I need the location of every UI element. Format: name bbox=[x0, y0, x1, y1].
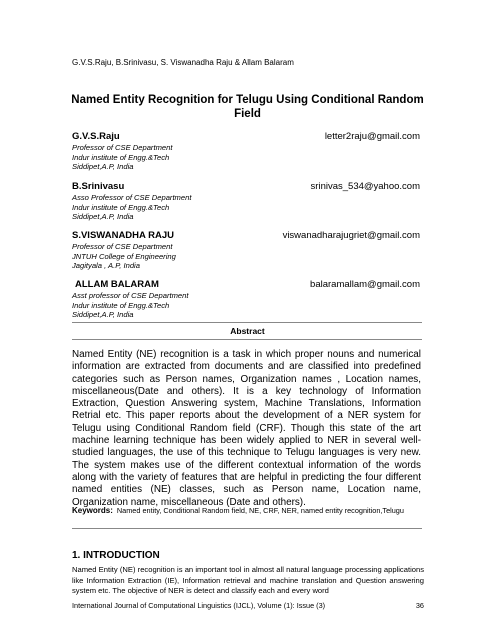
keywords-text: Named entity, Conditional Random field, NE, CRF, NER, named entity recognition,Telugu bbox=[116, 506, 404, 515]
abstract-text: Named Entity (NE) recognition is a task in which proper nouns and numerical information are extracted from documents and are classified into predefined categories such as Person names, Organization names , Location names, miscellaneous(Date and others). It is a key technology of Information Extraction, Question Answering system, Machine Translations, Information Retrial etc. This paper reports about the development of a NER system for Telugu using Conditional Random field (CRF). Though this state of the art machine learning technique has been widely applied to NER in several well-studied languages, the use of this technique to Telugu languages is very new. The system makes use of the different contextual information of the words along with the variety of features that are helpful in predicting the four different named entities (NE) classes, such as Person name, Location name, Organization name, miscellaneous (Date and others). bbox=[72, 349, 421, 508]
running-head: G.V.S.Raju, B.Srinivasu, S. Viswanadha Raju & Allam Balaram bbox=[72, 58, 294, 67]
author-affiliation-line: Jagityala , A.P, India bbox=[72, 261, 140, 271]
page-number: 36 bbox=[415, 601, 424, 610]
author-affiliation-line: Siddipet,A.P, India bbox=[72, 212, 134, 222]
abstract-top-rule bbox=[72, 322, 422, 323]
author-email[interactable]: srinivas_534@yahoo.com bbox=[310, 181, 420, 192]
abstract-heading-rule bbox=[72, 339, 422, 340]
author-name: B.Srinivasu bbox=[72, 181, 125, 192]
journal-citation: International Journal of Computational Linguistics (IJCL), Volume (1): Issue (3) bbox=[72, 601, 326, 610]
author-block-2 bbox=[72, 181, 420, 222]
author-email[interactable]: balaramallam@gmail.com bbox=[310, 279, 420, 290]
author-name: G.V.S.Raju bbox=[72, 131, 120, 142]
page-footer bbox=[72, 601, 424, 610]
author-block-1 bbox=[72, 131, 420, 172]
author-affiliation-line: Professor of CSE Department bbox=[72, 242, 173, 251]
section-heading-introduction: 1. INTRODUCTION bbox=[72, 550, 160, 561]
abstract-heading: Abstract bbox=[230, 326, 265, 336]
author-affiliation-line: Indur institute of Engg.&Tech bbox=[72, 300, 170, 310]
author-name: S.VISWANADHA RAJU bbox=[72, 230, 175, 241]
author-affiliation-line: Indur institute of Engg.&Tech bbox=[72, 152, 170, 162]
author-block-3 bbox=[72, 230, 420, 271]
author-affiliation-line: Siddipet,A.P, India bbox=[72, 310, 134, 320]
introduction-text: Named Entity (NE) recognition is an important tool in almost all natural language processing applications like Information Extraction (IE), Information retrieval and machine translation and Question answering system etc. The objective of NER is detect and classify each and every word bbox=[72, 565, 424, 596]
author-affiliation-line: Indur institute of Engg.&Tech bbox=[72, 202, 170, 212]
author-email[interactable]: viswanadharajugriet@gmail.com bbox=[282, 230, 420, 241]
author-email[interactable]: letter2raju@gmail.com bbox=[324, 131, 420, 142]
author-affiliation-line: Siddipet,A.P, India bbox=[72, 162, 134, 172]
paper-title bbox=[60, 93, 435, 121]
keywords-label: Keywords: bbox=[72, 506, 113, 515]
title-line-1: Named Entity Recognition for Telugu Using Conditional Random bbox=[71, 94, 424, 106]
author-affiliation-line: JNTUH College of Engineering bbox=[72, 251, 176, 261]
author-affiliation-line: Asst professor of CSE Department bbox=[72, 291, 189, 300]
author-name: ALLAM BALARAM bbox=[75, 279, 159, 290]
keywords-line bbox=[72, 506, 422, 515]
author-block-4 bbox=[72, 279, 420, 320]
title-line-2: Field bbox=[234, 108, 261, 120]
author-affiliation-line: Asso Professor of CSE Department bbox=[72, 193, 192, 202]
keywords-bottom-rule bbox=[72, 528, 422, 529]
author-affiliation-line: Professor of CSE Department bbox=[72, 143, 173, 152]
